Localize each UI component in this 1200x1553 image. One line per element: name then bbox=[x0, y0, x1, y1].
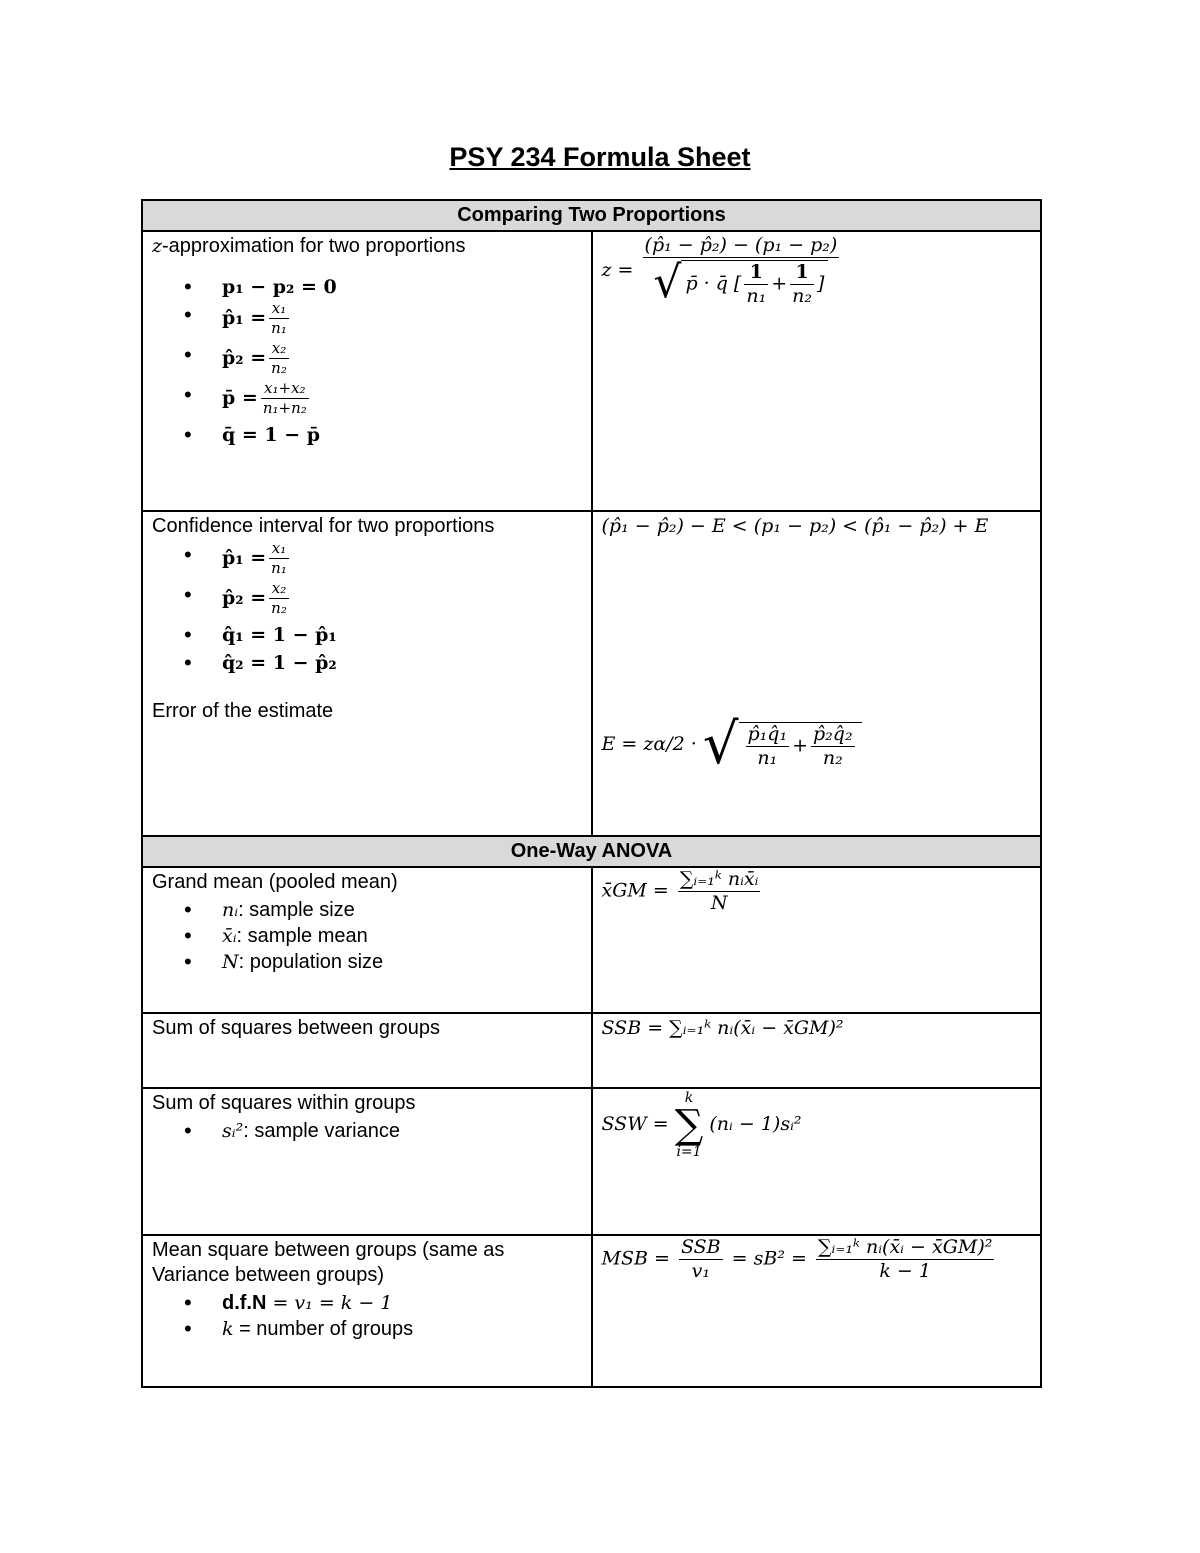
row-label: Sum of squares between groups bbox=[152, 1017, 440, 1039]
row-label-cell bbox=[142, 867, 592, 1013]
list-item: • p̂₁ = $\frac{\text{x₁}}{\text{n₁}}$ bbox=[152, 541, 582, 581]
error-label: Error of the estimate bbox=[152, 700, 334, 722]
table-row bbox=[142, 231, 1041, 511]
row-label: Sum of squares within groups bbox=[152, 1092, 416, 1114]
list-item: • p̂₂ = $\frac{\text{x₂}}{\text{n₂}}$ bbox=[152, 581, 582, 621]
page-title: PSY 234 Formula Sheet bbox=[449, 142, 751, 172]
bullet-list bbox=[152, 1290, 582, 1342]
table-row bbox=[142, 1235, 1041, 1387]
row-label: Mean square between groups (same as Variance between groups) bbox=[152, 1239, 505, 1286]
section-header-row bbox=[142, 836, 1041, 867]
formula-cell bbox=[592, 511, 1042, 836]
row-label-cell bbox=[142, 1235, 592, 1387]
list-item: • N: population size bbox=[152, 949, 582, 975]
row-label-cell bbox=[142, 231, 592, 511]
list-item: • k = number of groups bbox=[152, 1316, 582, 1342]
bullet-list bbox=[152, 541, 582, 677]
table-row bbox=[142, 867, 1041, 1013]
ssb-formula: SSB = ∑ᵢ₌₁ᵏ nᵢ(x̄ᵢ − x̄GM)² bbox=[601, 1017, 844, 1039]
list-item: • p̄ = $\frac{\text{x₁+x₂}}{\text{n₁+n₂}}$ bbox=[152, 381, 582, 421]
table-row bbox=[142, 1013, 1041, 1088]
list-item: • q̄ = 1 − p̄ bbox=[152, 421, 582, 449]
table-row bbox=[142, 1088, 1041, 1235]
row-label-cell bbox=[142, 511, 592, 836]
ci-formula: (p̂₁ − p̂₂) − E < (p₁ − p₂) < (p̂₁ − p̂₂) + E bbox=[601, 515, 989, 537]
msb-formula: MSB = $\frac{\text{SSB}}{\text{v₁}}$ = sB² = $\frac{\text{∑ᵢ₌₁ᵏ nᵢ(x̄ᵢ − x̄GM)²}}{k - 1}$ bbox=[601, 1236, 993, 1282]
list-item: • q̂₂ = 1 − p̂₂ bbox=[152, 649, 582, 677]
formula-cell bbox=[592, 1235, 1042, 1387]
list-item: • sᵢ²: sample variance bbox=[152, 1118, 582, 1146]
table-row bbox=[142, 511, 1041, 836]
formula-cell bbox=[592, 1013, 1042, 1088]
section-header-anova: One-Way ANOVA bbox=[142, 836, 1041, 867]
list-item: • p̂₂ = $\frac{\text{x₂}}{\text{n₂}}$ bbox=[152, 341, 582, 381]
row-label-cell bbox=[142, 1013, 592, 1088]
grand-mean-formula: x̄GM = $\frac{\text{∑ᵢ₌₁ᵏ nᵢx̄ᵢ}}{N}$ bbox=[601, 868, 759, 914]
formula-cell bbox=[592, 867, 1042, 1013]
bullet-list bbox=[152, 1118, 582, 1146]
row-label: Grand mean (pooled mean) bbox=[152, 871, 398, 893]
formula-table bbox=[141, 199, 1042, 1388]
list-item: • p̂₁ = $\frac{\text{x₁}}{\text{n₁}}$ bbox=[152, 301, 582, 341]
list-item: • x̄ᵢ: sample mean bbox=[152, 923, 582, 949]
row-label: Confidence interval for two proportions bbox=[152, 515, 495, 537]
ssw-formula: SSW = k ∑ i=1 (nᵢ − 1)sᵢ² bbox=[601, 1090, 802, 1160]
formula-cell bbox=[592, 1088, 1042, 1235]
list-item: • p₁ − p₂ = 0 bbox=[152, 273, 582, 301]
list-item: • q̂₁ = 1 − p̂₁ bbox=[152, 621, 582, 649]
list-item: • nᵢ: sample size bbox=[152, 897, 582, 923]
z-formula: z = (p̂₁ − p̂₂) − (p₁ − p₂) √ p̄ · q̄ [ $\frac{1}{\text{n₁}}$ + $\frac{1}{\text{n₂}}$ ] bbox=[601, 234, 838, 308]
bullet-list bbox=[152, 273, 582, 449]
section-header-row bbox=[142, 200, 1041, 231]
formula-cell bbox=[592, 231, 1042, 511]
bullet-list bbox=[152, 897, 582, 975]
list-item: • d.f.N = v₁ = k − 1 bbox=[152, 1290, 582, 1316]
error-formula: E = zα/2 · √ $\frac{\text{p̂₁q̂₁}}{\text{n₁}}$ + $\frac{\text{p̂₂q̂₂}}{\text{n₂}}$ bbox=[602, 717, 862, 773]
row-label-cell bbox=[142, 1088, 592, 1235]
row-label: z-approximation for two proportions bbox=[152, 235, 466, 257]
section-header-two-proportions: Comparing Two Proportions bbox=[142, 200, 1041, 231]
